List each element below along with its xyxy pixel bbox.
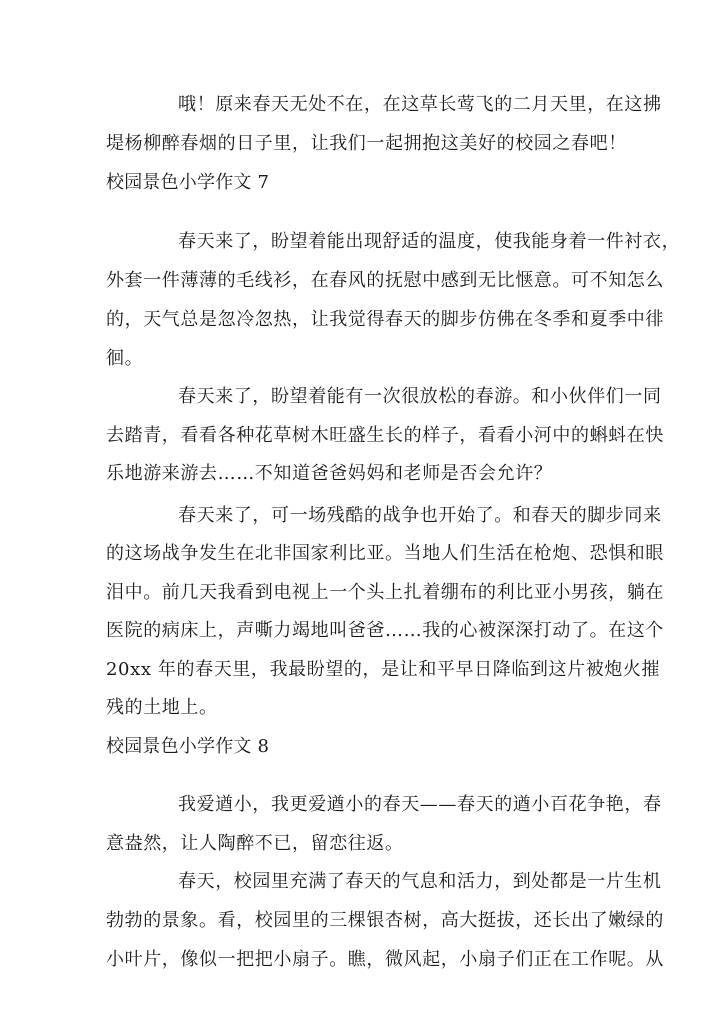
paragraph-line: 20xx 年的春天里，我最盼望的，是让和平早日降临到这片被炮火摧 xyxy=(106,659,661,680)
section-heading: 校园景色小学作文 8 xyxy=(106,736,270,757)
paragraph-line: 的，天气总是忽冷忽热，让我觉得春天的脚步仿佛在冬季和夏季中徘 xyxy=(106,309,664,330)
paragraph-line: 医院的病床上，声嘶力竭地叫爸爸……我的心被深深打动了。在这个 xyxy=(106,620,664,641)
paragraph-line: 泪中。前几天我看到电视上一个头上扎着绷布的利比亚小男孩，躺在 xyxy=(106,582,664,603)
paragraph-line: 残的土地上。 xyxy=(106,697,218,718)
paragraph-line: 的这场战争发生在北非国家利比亚。当地人们生活在枪炮、恐惧和眼 xyxy=(106,543,664,564)
paragraph-line: 我爱遒小，我更爱遒小的春天——春天的遒小百花争艳，春 xyxy=(178,794,662,815)
paragraph-line: 小叶片，像似一把把小扇子。瞧，微风起，小扇子们正在工作呢。从 xyxy=(106,949,664,970)
paragraph-line: 堤杨柳醉春烟的日子里，让我们一起拥抱这美好的校园之春吧！ xyxy=(106,133,627,154)
paragraph-line: 外套一件薄薄的毛线衫，在春风的抚慰中感到无比惬意。可不知怎么 xyxy=(106,270,664,291)
paragraph-line: 哦！原来春天无处不在，在这草长莺飞的二月天里，在这拂 xyxy=(178,94,662,115)
paragraph-line: 徊。 xyxy=(106,348,144,369)
paragraph-line: 勃勃的景象。看，校园里的三棵银杏树，高大挺拔，还长出了嫩绿的 xyxy=(106,910,664,931)
paragraph-line: 春天来了，盼望着能有一次很放松的春游。和小伙伴们一同 xyxy=(178,386,662,407)
paragraph-line: 春天，校园里充满了春天的气息和活力，到处都是一片生机 xyxy=(178,871,662,892)
section-heading: 校园景色小学作文 7 xyxy=(106,172,270,193)
paragraph-line: 春天来了，盼望着能出现舒适的温度，使我能身着一件衬衣， xyxy=(178,231,681,252)
paragraph-line: 春天来了，可一场残酷的战争也开始了。和春天的脚步同来 xyxy=(178,505,662,526)
paragraph-line: 意盎然，让人陶醉不已，留恋往返。 xyxy=(106,833,404,854)
paragraph-line: 去踏青，看看各种花草树木旺盛生长的样子，看看小河中的蝌蚪在快 xyxy=(106,425,664,446)
paragraph-line: 乐地游来游去……不知道爸爸妈妈和老师是否会允许？ xyxy=(106,463,553,484)
